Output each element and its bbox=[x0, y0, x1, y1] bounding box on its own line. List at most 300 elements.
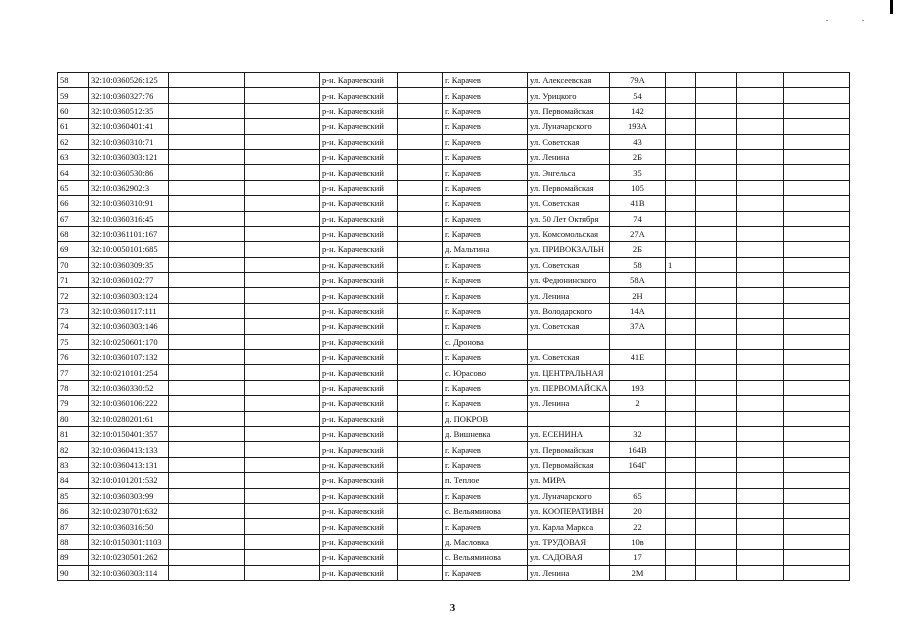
empty-cell bbox=[737, 273, 784, 288]
flag-cell bbox=[666, 457, 696, 472]
empty-cell bbox=[737, 334, 784, 349]
house-number-cell: 41В bbox=[610, 196, 666, 211]
district-cell: р-н. Карачевский bbox=[320, 103, 398, 118]
settlement-cell: д. Мальтина bbox=[443, 242, 528, 257]
district-cell: р-н. Карачевский bbox=[320, 396, 398, 411]
flag-cell bbox=[666, 273, 696, 288]
empty-cell bbox=[245, 242, 320, 257]
table-row bbox=[58, 273, 850, 288]
settlement-cell: г. Карачев bbox=[443, 303, 528, 318]
empty-cell bbox=[737, 396, 784, 411]
district-cell: р-н. Карачевский bbox=[320, 457, 398, 472]
empty-cell bbox=[245, 442, 320, 457]
empty-cell bbox=[169, 380, 245, 395]
flag-cell bbox=[666, 134, 696, 149]
table-row bbox=[58, 88, 850, 103]
empty-cell bbox=[784, 134, 850, 149]
table-row bbox=[58, 73, 850, 88]
house-number-cell: 43 bbox=[610, 134, 666, 149]
empty-cell bbox=[398, 350, 443, 365]
empty-cell bbox=[169, 426, 245, 441]
empty-cell bbox=[169, 288, 245, 303]
house-number-cell: 17 bbox=[610, 550, 666, 565]
street-cell: ул. Луначарского bbox=[528, 488, 610, 503]
empty-cell bbox=[245, 473, 320, 488]
empty-cell bbox=[398, 426, 443, 441]
district-cell: р-н. Карачевский bbox=[320, 319, 398, 334]
table-row bbox=[58, 380, 850, 395]
empty-cell bbox=[398, 119, 443, 134]
empty-cell bbox=[696, 103, 737, 118]
row-number-cell: 88 bbox=[58, 534, 89, 549]
empty-cell bbox=[696, 257, 737, 272]
cadastral-number-cell: 32:10:0280201:61 bbox=[89, 411, 169, 426]
empty-cell bbox=[784, 442, 850, 457]
empty-cell bbox=[696, 180, 737, 195]
street-cell: ул. Первомайская bbox=[528, 457, 610, 472]
row-number-cell: 90 bbox=[58, 565, 89, 580]
table-row bbox=[58, 180, 850, 195]
row-number-cell: 86 bbox=[58, 503, 89, 518]
empty-cell bbox=[169, 242, 245, 257]
empty-cell bbox=[784, 457, 850, 472]
district-cell: р-н. Карачевский bbox=[320, 165, 398, 180]
empty-cell bbox=[398, 88, 443, 103]
flag-cell bbox=[666, 396, 696, 411]
empty-cell bbox=[784, 319, 850, 334]
empty-cell bbox=[398, 442, 443, 457]
cadastral-number-cell: 32:10:0360303:121 bbox=[89, 149, 169, 164]
page-number: 3 bbox=[449, 602, 456, 614]
cadastral-number-cell: 32:10:0230701:632 bbox=[89, 503, 169, 518]
street-cell: ул. КООПЕРАТИВН bbox=[528, 503, 610, 518]
district-cell: р-н. Карачевский bbox=[320, 365, 398, 380]
empty-cell bbox=[784, 380, 850, 395]
district-cell: р-н. Карачевский bbox=[320, 534, 398, 549]
settlement-cell: г. Карачев bbox=[443, 273, 528, 288]
flag-cell: 1 bbox=[666, 257, 696, 272]
empty-cell bbox=[398, 273, 443, 288]
cadastral-number-cell: 32:10:0150401:357 bbox=[89, 426, 169, 441]
house-number-cell: 164В bbox=[610, 442, 666, 457]
district-cell: р-н. Карачевский bbox=[320, 119, 398, 134]
empty-cell bbox=[737, 519, 784, 534]
house-number-cell: 22 bbox=[610, 519, 666, 534]
flag-cell bbox=[666, 88, 696, 103]
district-cell: р-н. Карачевский bbox=[320, 226, 398, 241]
row-number-cell: 69 bbox=[58, 242, 89, 257]
cadastral-number-cell: 32:10:0360401:41 bbox=[89, 119, 169, 134]
empty-cell bbox=[696, 442, 737, 457]
empty-cell bbox=[398, 73, 443, 88]
flag-cell bbox=[666, 365, 696, 380]
settlement-cell: с. Юрасово bbox=[443, 365, 528, 380]
settlement-cell: д. Вишневка bbox=[443, 426, 528, 441]
empty-cell bbox=[784, 257, 850, 272]
empty-cell bbox=[398, 565, 443, 580]
flag-cell bbox=[666, 426, 696, 441]
empty-cell bbox=[169, 396, 245, 411]
empty-cell bbox=[696, 457, 737, 472]
street-cell: ул. Володарского bbox=[528, 303, 610, 318]
empty-cell bbox=[169, 334, 245, 349]
empty-cell bbox=[696, 503, 737, 518]
empty-cell bbox=[398, 226, 443, 241]
district-cell: р-н. Карачевский bbox=[320, 196, 398, 211]
empty-cell bbox=[245, 534, 320, 549]
settlement-cell: г. Карачев bbox=[443, 180, 528, 195]
empty-cell bbox=[696, 226, 737, 241]
house-number-cell: 14А bbox=[610, 303, 666, 318]
empty-cell bbox=[169, 257, 245, 272]
district-cell: р-н. Карачевский bbox=[320, 550, 398, 565]
row-number-cell: 82 bbox=[58, 442, 89, 457]
settlement-cell: г. Карачев bbox=[443, 257, 528, 272]
empty-cell bbox=[696, 534, 737, 549]
empty-cell bbox=[245, 288, 320, 303]
empty-cell bbox=[696, 242, 737, 257]
table-row bbox=[58, 365, 850, 380]
empty-cell bbox=[169, 119, 245, 134]
table-row bbox=[58, 534, 850, 549]
flag-cell bbox=[666, 550, 696, 565]
empty-cell bbox=[398, 550, 443, 565]
empty-cell bbox=[398, 288, 443, 303]
empty-cell bbox=[784, 180, 850, 195]
row-number-cell: 71 bbox=[58, 273, 89, 288]
empty-cell bbox=[737, 380, 784, 395]
empty-cell bbox=[696, 165, 737, 180]
cadastral-number-cell: 32:10:0360309:35 bbox=[89, 257, 169, 272]
flag-cell bbox=[666, 565, 696, 580]
empty-cell bbox=[245, 303, 320, 318]
table-row bbox=[58, 411, 850, 426]
street-cell: ул. Федюнинского bbox=[528, 273, 610, 288]
row-number-cell: 70 bbox=[58, 257, 89, 272]
house-number-cell: 105 bbox=[610, 180, 666, 195]
house-number-cell bbox=[610, 365, 666, 380]
empty-cell bbox=[245, 365, 320, 380]
house-number-cell: 164Г bbox=[610, 457, 666, 472]
flag-cell bbox=[666, 180, 696, 195]
flag-cell bbox=[666, 503, 696, 518]
street-cell: ул. Луначарского bbox=[528, 119, 610, 134]
cadastral-number-cell: 32:10:0250601:170 bbox=[89, 334, 169, 349]
empty-cell bbox=[737, 257, 784, 272]
district-cell: р-н. Карачевский bbox=[320, 380, 398, 395]
empty-cell bbox=[784, 88, 850, 103]
district-cell: р-н. Карачевский bbox=[320, 73, 398, 88]
settlement-cell: с. Вельяминова bbox=[443, 503, 528, 518]
empty-cell bbox=[737, 565, 784, 580]
flag-cell bbox=[666, 411, 696, 426]
empty-cell bbox=[245, 226, 320, 241]
flag-cell bbox=[666, 149, 696, 164]
empty-cell bbox=[398, 488, 443, 503]
cadastral-number-cell: 32:10:0361101:167 bbox=[89, 226, 169, 241]
empty-cell bbox=[169, 88, 245, 103]
street-cell: ул. Советская bbox=[528, 257, 610, 272]
empty-cell bbox=[784, 273, 850, 288]
cadastral-number-cell: 32:10:0230501:262 bbox=[89, 550, 169, 565]
cadastral-number-cell: 32:10:0360330:52 bbox=[89, 380, 169, 395]
street-cell: ул. Ленина bbox=[528, 396, 610, 411]
empty-cell bbox=[245, 457, 320, 472]
empty-cell bbox=[737, 288, 784, 303]
district-cell: р-н. Карачевский bbox=[320, 519, 398, 534]
street-cell: ул. Ленина bbox=[528, 565, 610, 580]
empty-cell bbox=[169, 165, 245, 180]
settlement-cell: д. ПОКРОВ bbox=[443, 411, 528, 426]
empty-cell bbox=[245, 180, 320, 195]
empty-cell bbox=[696, 134, 737, 149]
cadastral-number-cell: 32:10:0360102:77 bbox=[89, 273, 169, 288]
street-cell bbox=[528, 334, 610, 349]
empty-cell bbox=[696, 119, 737, 134]
empty-cell bbox=[169, 226, 245, 241]
empty-cell bbox=[169, 103, 245, 118]
house-number-cell: 79А bbox=[610, 73, 666, 88]
empty-cell bbox=[245, 411, 320, 426]
empty-cell bbox=[245, 149, 320, 164]
house-number-cell: 10в bbox=[610, 534, 666, 549]
empty-cell bbox=[784, 196, 850, 211]
table-row bbox=[58, 550, 850, 565]
table-row bbox=[58, 396, 850, 411]
empty-cell bbox=[245, 380, 320, 395]
cadastral-number-cell: 32:10:0360316:45 bbox=[89, 211, 169, 226]
flag-cell bbox=[666, 119, 696, 134]
row-number-cell: 67 bbox=[58, 211, 89, 226]
table-row bbox=[58, 303, 850, 318]
row-number-cell: 74 bbox=[58, 319, 89, 334]
empty-cell bbox=[169, 565, 245, 580]
empty-cell bbox=[737, 503, 784, 518]
empty-cell bbox=[737, 211, 784, 226]
street-cell: ул. Советская bbox=[528, 350, 610, 365]
house-number-cell bbox=[610, 473, 666, 488]
district-cell: р-н. Карачевский bbox=[320, 288, 398, 303]
flag-cell bbox=[666, 103, 696, 118]
empty-cell bbox=[169, 442, 245, 457]
settlement-cell: г. Карачев bbox=[443, 73, 528, 88]
empty-cell bbox=[696, 288, 737, 303]
empty-cell bbox=[696, 196, 737, 211]
row-number-cell: 64 bbox=[58, 165, 89, 180]
empty-cell bbox=[169, 180, 245, 195]
district-cell: р-н. Карачевский bbox=[320, 273, 398, 288]
table-row bbox=[58, 149, 850, 164]
empty-cell bbox=[737, 88, 784, 103]
scan-speck bbox=[862, 20, 864, 21]
empty-cell bbox=[245, 396, 320, 411]
row-number-cell: 76 bbox=[58, 350, 89, 365]
empty-cell bbox=[784, 303, 850, 318]
settlement-cell: с. Дронова bbox=[443, 334, 528, 349]
district-cell: р-н. Карачевский bbox=[320, 211, 398, 226]
flag-cell bbox=[666, 288, 696, 303]
empty-cell bbox=[245, 257, 320, 272]
empty-cell bbox=[784, 350, 850, 365]
street-cell: ул. 50 Лет Октября bbox=[528, 211, 610, 226]
empty-cell bbox=[169, 134, 245, 149]
row-number-cell: 66 bbox=[58, 196, 89, 211]
empty-cell bbox=[784, 119, 850, 134]
street-cell: ул. Первомайская bbox=[528, 103, 610, 118]
empty-cell bbox=[169, 411, 245, 426]
empty-cell bbox=[784, 503, 850, 518]
empty-cell bbox=[398, 242, 443, 257]
row-number-cell: 61 bbox=[58, 119, 89, 134]
row-number-cell: 63 bbox=[58, 149, 89, 164]
empty-cell bbox=[696, 473, 737, 488]
empty-cell bbox=[245, 211, 320, 226]
settlement-cell: г. Карачев bbox=[443, 226, 528, 241]
empty-cell bbox=[737, 149, 784, 164]
settlement-cell: г. Карачев bbox=[443, 442, 528, 457]
street-cell: ул. Ленина bbox=[528, 149, 610, 164]
empty-cell bbox=[784, 411, 850, 426]
settlement-cell: с. Вельяминова bbox=[443, 550, 528, 565]
settlement-cell: г. Карачев bbox=[443, 103, 528, 118]
table-row bbox=[58, 426, 850, 441]
empty-cell bbox=[169, 149, 245, 164]
table-row bbox=[58, 242, 850, 257]
cadastral-number-cell: 32:10:0362902:3 bbox=[89, 180, 169, 195]
row-number-cell: 87 bbox=[58, 519, 89, 534]
street-cell: ул. Ленина bbox=[528, 288, 610, 303]
settlement-cell: д. Масловка bbox=[443, 534, 528, 549]
flag-cell bbox=[666, 196, 696, 211]
table-row bbox=[58, 196, 850, 211]
flag-cell bbox=[666, 380, 696, 395]
district-cell: р-н. Карачевский bbox=[320, 242, 398, 257]
empty-cell bbox=[169, 488, 245, 503]
street-cell: ул. Первомайская bbox=[528, 180, 610, 195]
settlement-cell: г. Карачев bbox=[443, 565, 528, 580]
cadastral-number-cell: 32:10:0360303:146 bbox=[89, 319, 169, 334]
cadastral-number-cell: 32:10:0360526:125 bbox=[89, 73, 169, 88]
registry-table bbox=[57, 72, 850, 581]
row-number-cell: 60 bbox=[58, 103, 89, 118]
table-row bbox=[58, 473, 850, 488]
street-cell: ул. Энгельса bbox=[528, 165, 610, 180]
empty-cell bbox=[696, 73, 737, 88]
street-cell: ул. Карла Маркса bbox=[528, 519, 610, 534]
empty-cell bbox=[398, 457, 443, 472]
house-number-cell: 27А bbox=[610, 226, 666, 241]
empty-cell bbox=[784, 396, 850, 411]
empty-cell bbox=[398, 411, 443, 426]
district-cell: р-н. Карачевский bbox=[320, 473, 398, 488]
flag-cell bbox=[666, 519, 696, 534]
cadastral-number-cell: 32:10:0101201:532 bbox=[89, 473, 169, 488]
empty-cell bbox=[784, 565, 850, 580]
house-number-cell: 74 bbox=[610, 211, 666, 226]
street-cell: ул. ЕСЕНИНА bbox=[528, 426, 610, 441]
empty-cell bbox=[696, 211, 737, 226]
empty-cell bbox=[696, 365, 737, 380]
empty-cell bbox=[737, 488, 784, 503]
empty-cell bbox=[169, 350, 245, 365]
empty-cell bbox=[696, 350, 737, 365]
settlement-cell: г. Карачев bbox=[443, 288, 528, 303]
district-cell: р-н. Карачевский bbox=[320, 565, 398, 580]
row-number-cell: 62 bbox=[58, 134, 89, 149]
district-cell: р-н. Карачевский bbox=[320, 488, 398, 503]
empty-cell bbox=[398, 365, 443, 380]
empty-cell bbox=[784, 550, 850, 565]
empty-cell bbox=[245, 103, 320, 118]
street-cell: ул. Первомайская bbox=[528, 442, 610, 457]
empty-cell bbox=[169, 550, 245, 565]
cadastral-number-cell: 32:10:0360107:132 bbox=[89, 350, 169, 365]
settlement-cell: г. Карачев bbox=[443, 211, 528, 226]
empty-cell bbox=[737, 550, 784, 565]
empty-cell bbox=[784, 211, 850, 226]
table-row bbox=[58, 257, 850, 272]
row-number-cell: 84 bbox=[58, 473, 89, 488]
settlement-cell: г. Карачев bbox=[443, 350, 528, 365]
flag-cell bbox=[666, 350, 696, 365]
empty-cell bbox=[398, 165, 443, 180]
empty-cell bbox=[169, 196, 245, 211]
empty-cell bbox=[784, 426, 850, 441]
cadastral-number-cell: 32:10:0050101:685 bbox=[89, 242, 169, 257]
empty-cell bbox=[737, 180, 784, 195]
table-row bbox=[58, 165, 850, 180]
house-number-cell: 58 bbox=[610, 257, 666, 272]
district-cell: р-н. Карачевский bbox=[320, 134, 398, 149]
empty-cell bbox=[737, 165, 784, 180]
cadastral-number-cell: 32:10:0360316:50 bbox=[89, 519, 169, 534]
street-cell: ул. ЦЕНТРАЛЬНАЯ bbox=[528, 365, 610, 380]
street-cell: ул. Советская bbox=[528, 319, 610, 334]
house-number-cell: 35 bbox=[610, 165, 666, 180]
flag-cell bbox=[666, 226, 696, 241]
empty-cell bbox=[245, 88, 320, 103]
row-number-cell: 73 bbox=[58, 303, 89, 318]
empty-cell bbox=[398, 180, 443, 195]
house-number-cell: 2 bbox=[610, 396, 666, 411]
empty-cell bbox=[696, 380, 737, 395]
table-row bbox=[58, 119, 850, 134]
empty-cell bbox=[245, 134, 320, 149]
settlement-cell: г. Карачев bbox=[443, 119, 528, 134]
empty-cell bbox=[696, 149, 737, 164]
settlement-cell: г. Карачев bbox=[443, 519, 528, 534]
empty-cell bbox=[696, 396, 737, 411]
cadastral-number-cell: 32:10:0210101:254 bbox=[89, 365, 169, 380]
cadastral-number-cell: 32:10:0360530:86 bbox=[89, 165, 169, 180]
empty-cell bbox=[737, 350, 784, 365]
empty-cell bbox=[737, 319, 784, 334]
empty-cell bbox=[696, 550, 737, 565]
settlement-cell: г. Карачев bbox=[443, 488, 528, 503]
empty-cell bbox=[784, 73, 850, 88]
empty-cell bbox=[398, 519, 443, 534]
empty-cell bbox=[737, 457, 784, 472]
house-number-cell: 41Е bbox=[610, 350, 666, 365]
row-number-cell: 83 bbox=[58, 457, 89, 472]
empty-cell bbox=[398, 103, 443, 118]
settlement-cell: г. Карачев bbox=[443, 134, 528, 149]
empty-cell bbox=[784, 473, 850, 488]
district-cell: р-н. Карачевский bbox=[320, 350, 398, 365]
district-cell: р-н. Карачевский bbox=[320, 88, 398, 103]
settlement-cell: г. Карачев bbox=[443, 88, 528, 103]
row-number-cell: 65 bbox=[58, 180, 89, 195]
